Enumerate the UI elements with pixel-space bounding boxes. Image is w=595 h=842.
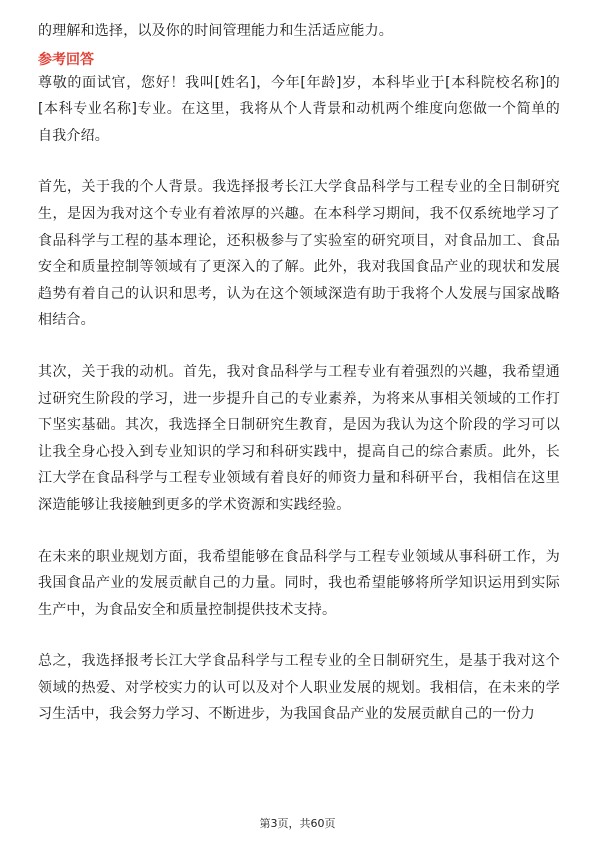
answer-heading: 参考回答 xyxy=(38,51,94,68)
page-number-footer: 第3页，共60页 xyxy=(259,817,336,830)
paragraph-self-intro: 尊敬的面试官，您好！我叫[姓名]，今年[年龄]岁，本科毕业于[本科院校名称]的[本科专业名称]专业。在这里，我将从个人背景和动机两个维度向您做一个简单的自我介绍。 xyxy=(38,74,560,144)
paragraph-motivation: 其次，关于我的动机。首先，我对食品科学与工程专业有着强烈的兴趣，我希望通过研究生阶段的学习，进一步提升自己的专业素养，为将来从事相关领域的工作打下坚实基础。其次，我选择全日制研究生教育，是因为我认为这个阶段的学习可以让我全身心投入到专业知识的学习和科研实践中，提高自己的综合素质。此外，长江大学在食品科学与工程专业领域有着良好的师资力量和科研平台，我相信在这里深造能够让我接触到更多的学术资源和实践经验。 xyxy=(38,363,560,513)
document-body xyxy=(38,18,560,728)
intro-tail-text: 的理解和选择，以及你的时间管理能力和生活适应能力。 xyxy=(38,23,393,39)
paragraph-background: 首先，关于我的个人背景。我选择报考长江大学食品科学与工程专业的全日制研究生，是因为我对这个专业有着浓厚的兴趣。在本科学习期间，我不仅系统地学习了食品科学与工程的基本理论，还积极参与了实验室的研究项目，对食品加工、食品安全和质量控制等领域有了更深入的了解。此外，我对我国食品产业的现状和发展趋势有着自己的认识和思考，认为在这个领域深造有助于我将个人发展与国家战略相结合。 xyxy=(38,179,560,329)
paragraph-summary: 总之，我选择报考长江大学食品科学与工程专业的全日制研究生，是基于我对这个领域的热爱、对学校实力的认可以及对个人职业发展的规划。我相信，在未来的学习生活中，我会努力学习、不断进步，为我国食品产业的发展贡献自己的一份力 xyxy=(38,653,560,723)
paragraph-career-plan: 在未来的职业规划方面，我希望能够在食品科学与工程专业领域从事科研工作，为我国食品产业的发展贡献自己的力量。同时，我也希望能够将所学知识运用到实际生产中，为食品安全和质量控制提供技术支持。 xyxy=(38,548,560,618)
